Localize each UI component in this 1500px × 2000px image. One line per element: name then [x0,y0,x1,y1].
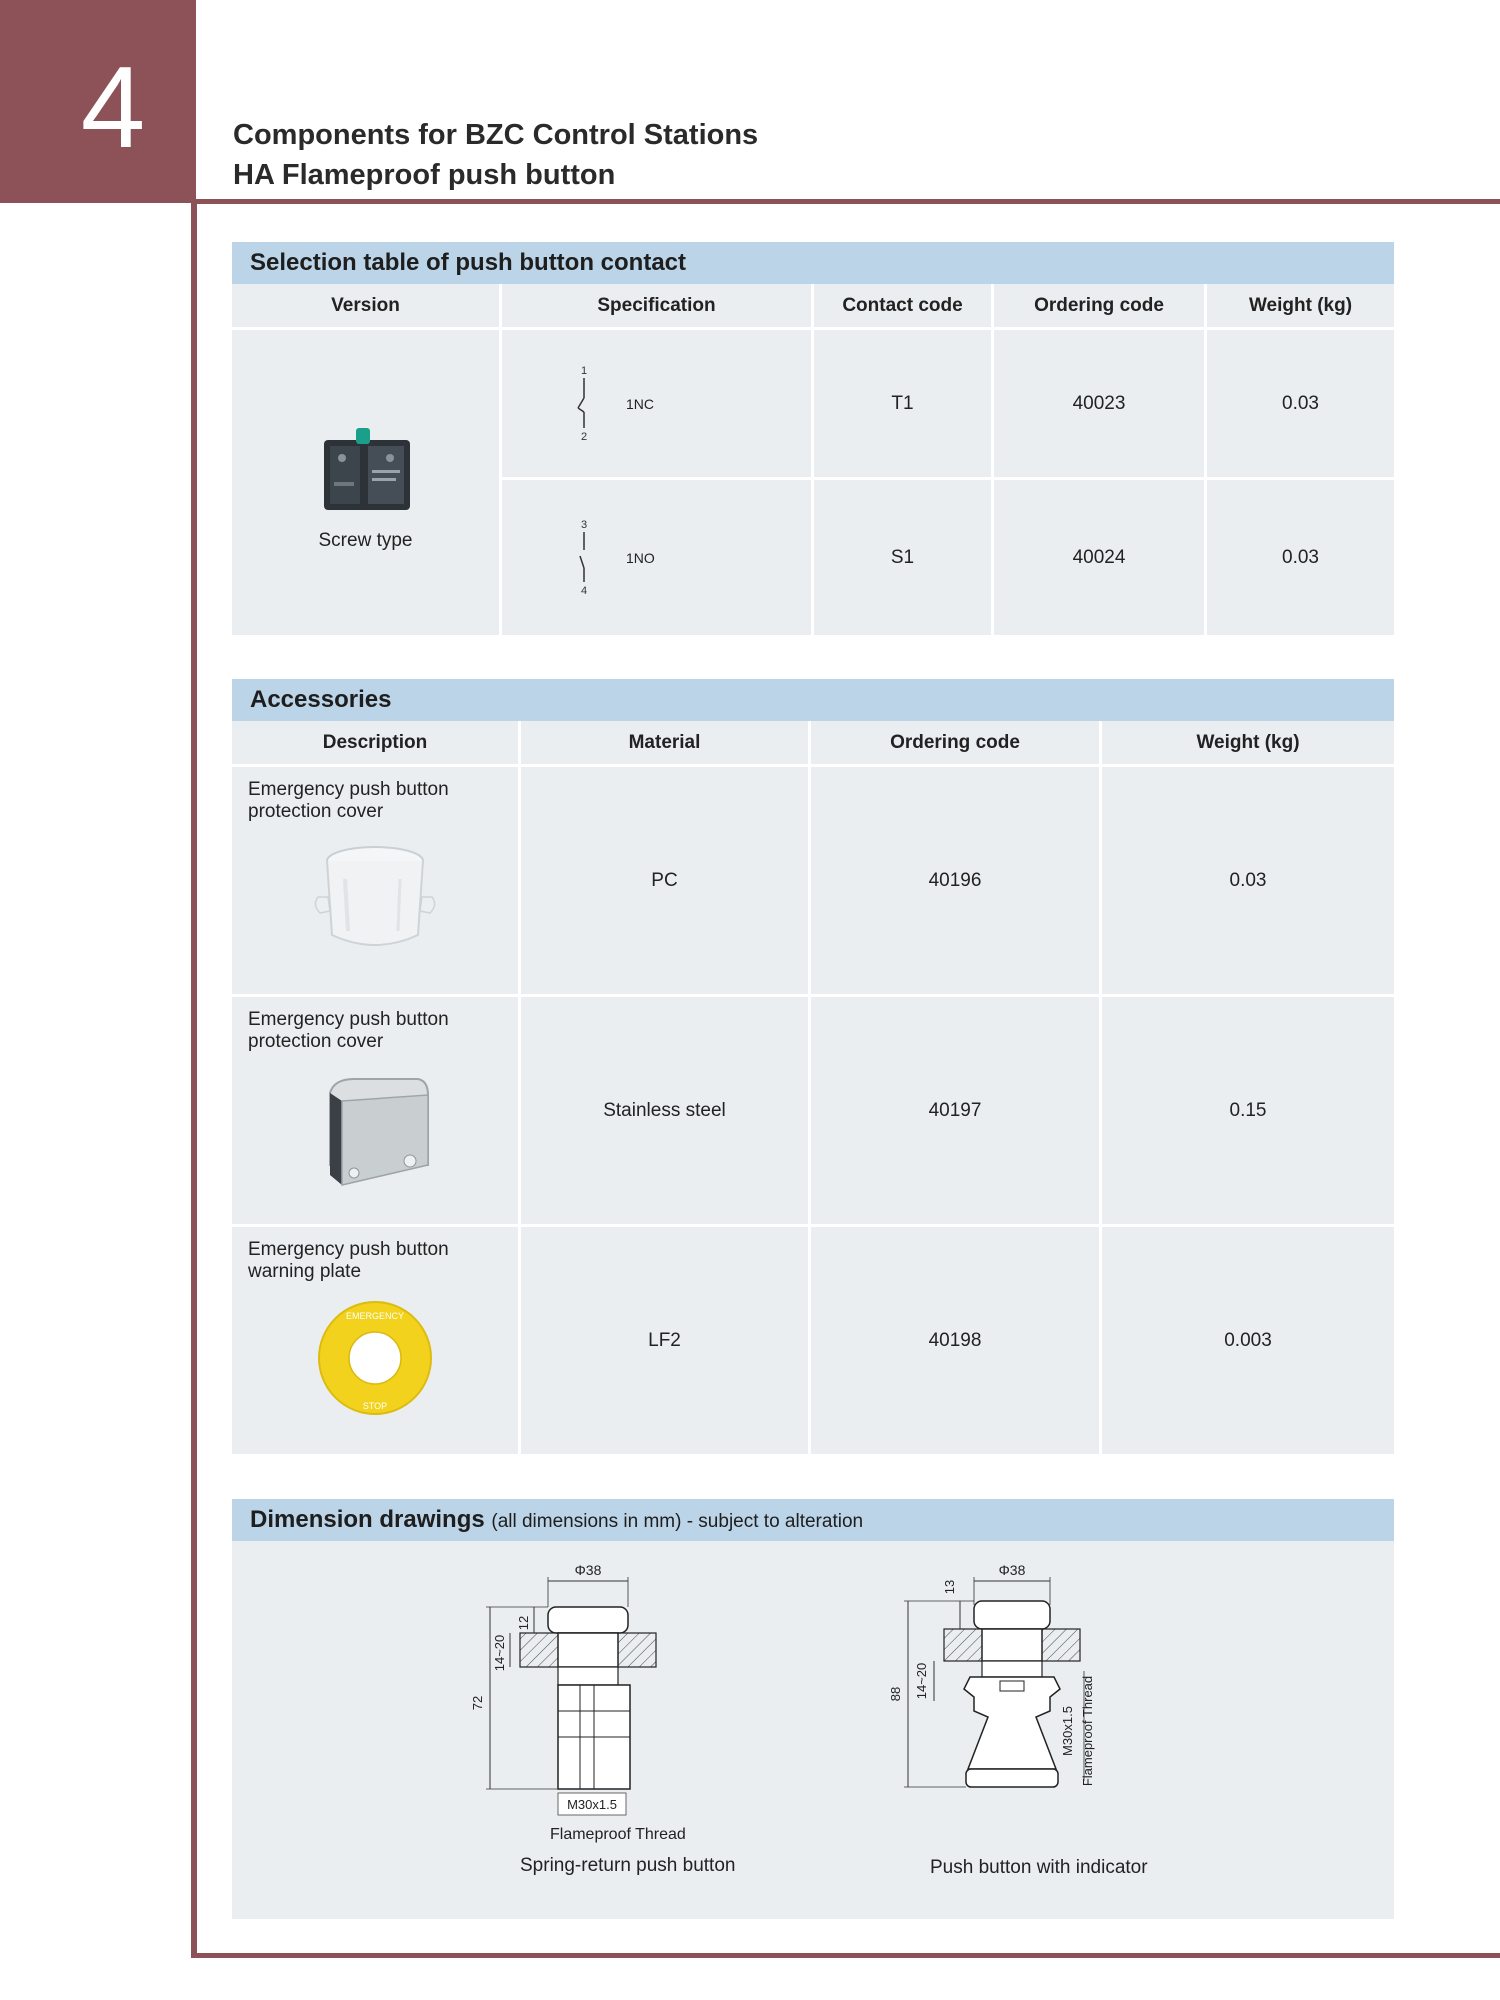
col-contact-code: Contact code [814,284,994,330]
dimensions-header [232,1499,1394,1541]
spec-label: 1NC [626,395,655,412]
terminal-4: 4 [580,584,588,597]
d2-top: 13 [942,1579,957,1595]
warning-plate-image [310,1299,440,1417]
d2-thread: M30x1.5 [1060,1706,1075,1756]
description-text: Emergency push button protection cover [248,1009,449,1052]
dimensions-section [232,1499,1394,1919]
terminal-2: 2 [580,430,588,443]
ordering-code-cell: 40023 [994,330,1207,480]
dimensions-title: Dimension drawings [250,1506,485,1533]
description-cell [232,997,521,1227]
spring-return-drawing [462,1561,702,1821]
title-line-1: Components for BZC Control Stations [233,119,759,151]
weight-cell: 0.03 [1102,767,1394,997]
accessories-table [232,721,1394,1457]
d2-caption: Push button with indicator [930,1857,1148,1878]
indicator-button-drawing [874,1561,1134,1821]
weight-cell: 0.03 [1207,480,1394,638]
spec-label: 1NO [626,549,655,566]
weight-cell: 0.003 [1102,1227,1394,1457]
col-description: Description [232,721,521,767]
plate-text-bottom: STOP [362,1401,388,1411]
spec-cell [502,480,814,638]
d1-range: 14~20 [492,1634,507,1672]
plate-text-top: EMERGENCY [345,1311,405,1321]
terminal-1: 1 [580,364,588,377]
description-text: Emergency push button protection cover [248,779,449,822]
d2-thread-label: Flameproof Thread [1080,1675,1095,1787]
dimensions-note: (all dimensions in mm) - subject to alteration [491,1511,864,1532]
accessories-section [232,679,1394,1457]
left-border [191,203,197,1958]
contact-block-image [316,424,416,516]
terminal-3: 3 [580,518,588,531]
selection-section [232,242,1394,638]
no-contact-symbol [572,518,596,598]
chapter-number: 4 [80,42,146,172]
version-label: Screw type [318,529,413,551]
d1-diameter: Φ38 [574,1562,602,1578]
table-row [232,767,1394,997]
weight-cell: 0.15 [1102,997,1394,1227]
nc-contact-symbol [572,364,596,444]
selection-header: Selection table of push button contact [232,242,1394,284]
table-row [232,330,1394,480]
bottom-rule [191,1953,1500,1958]
d2-range: 14~20 [914,1662,929,1700]
d2-diameter: Φ38 [998,1562,1026,1578]
d1-thread: M30x1.5 [567,1797,617,1812]
col-weight: Weight (kg) [1102,721,1394,767]
d1-sub-caption: Flameproof Thread [550,1826,686,1843]
accessories-header: Accessories [232,679,1394,721]
ordering-code-cell: 40196 [811,767,1102,997]
ordering-code-cell: 40197 [811,997,1102,1227]
col-version: Version [232,284,502,330]
selection-table [232,284,1394,638]
material-cell: LF2 [521,1227,811,1457]
d1-height: 72 [470,1695,485,1711]
col-ordering-code: Ordering code [994,284,1207,330]
top-rule [191,199,1500,204]
version-cell [232,330,502,638]
col-specification: Specification [502,284,814,330]
col-material: Material [521,721,811,767]
weight-cell: 0.03 [1207,330,1394,480]
d2-height: 88 [888,1686,903,1702]
contact-code-cell: T1 [814,330,994,480]
selection-header-row [232,284,1394,330]
material-cell: PC [521,767,811,997]
contact-code-cell: S1 [814,480,994,638]
col-ordering-code: Ordering code [811,721,1102,767]
table-row [232,1227,1394,1457]
description-cell [232,767,521,997]
page-title [233,115,758,195]
col-weight: Weight (kg) [1207,284,1394,330]
spec-cell [502,330,814,480]
title-line-2: HA Flameproof push button [233,159,616,191]
material-cell: Stainless steel [521,997,811,1227]
accessories-header-row [232,721,1394,767]
table-row [232,997,1394,1227]
dimension-drawings-area [232,1541,1394,1919]
ordering-code-cell: 40198 [811,1227,1102,1457]
steel-cover-image [310,1069,440,1189]
clear-cover-image [310,839,440,959]
description-text: Emergency push button warning plate [248,1239,449,1282]
d1-top: 12 [516,1615,531,1631]
description-cell [232,1227,521,1457]
ordering-code-cell: 40024 [994,480,1207,638]
d1-caption: Spring-return push button [520,1855,736,1876]
